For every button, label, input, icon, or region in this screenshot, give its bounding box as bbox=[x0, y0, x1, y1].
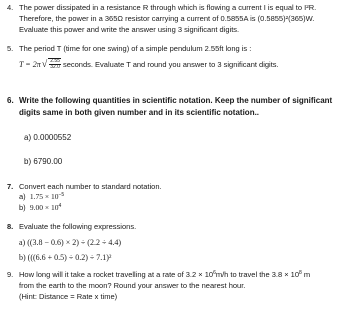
q8-item-b: b) (((6.6 + 0.5) ÷ 0.2) ÷ 7.1)² bbox=[19, 253, 112, 262]
q9-line3: (Hint: Distance = Rate x time) bbox=[19, 292, 118, 301]
q8-item-a: a) ((3.8 − 0.6) × 2) ÷ (2.2 ÷ 4.4) bbox=[19, 238, 122, 247]
q7-item-b bbox=[19, 203, 61, 212]
q6-item-a: a) 0.0000552 bbox=[24, 133, 72, 142]
q4-number: 4. bbox=[7, 3, 14, 12]
q9-line1-c: m bbox=[301, 270, 311, 279]
q8-number: 8. bbox=[7, 222, 14, 231]
q5-formula-line bbox=[19, 58, 279, 70]
q4-line1: The power dissipated in a resistance R through which is flowing a current I is equal to I²R. bbox=[19, 3, 317, 12]
q9-line2: from the earth to the moon? Round your answer to the nearest hour. bbox=[19, 281, 246, 290]
sqrt-icon: √ bbox=[41, 58, 48, 70]
q9-exp2: 8 bbox=[299, 270, 302, 276]
q9-number: 9. bbox=[7, 270, 14, 279]
q7-line1: Convert each number to standard notation. bbox=[19, 182, 162, 191]
q6-number: 6. bbox=[7, 96, 14, 105]
q7-a-label: a) bbox=[19, 192, 26, 201]
q7-number: 7. bbox=[7, 182, 14, 191]
q7-b-exponent: 4 bbox=[58, 203, 62, 209]
q4-line3: Evaluate this power and write the answer using 3 significant digits. bbox=[19, 25, 240, 34]
q5-sqrt bbox=[48, 58, 61, 70]
q5-formula-lhs: T = 2π bbox=[19, 59, 41, 69]
q6-line1: Write the following quantities in scientific notation. Keep the number of significant bbox=[19, 96, 333, 105]
q5-frac-num: 2.55 bbox=[50, 58, 60, 64]
q9-line1-b: m/h to travel the 3.8 × 10 bbox=[215, 270, 300, 279]
q9-line1-a: How long will it take a rocket travelling at a rate of 3.2 × 10 bbox=[19, 270, 214, 279]
q5-number: 5. bbox=[7, 44, 14, 53]
q9-line1 bbox=[19, 270, 310, 279]
q6-line2: digits same in both given number and in its scientific notation.. bbox=[19, 108, 260, 117]
q7-a-exponent: −5 bbox=[58, 192, 65, 198]
q7-a-mantissa: 1.75 × 10 bbox=[29, 192, 59, 201]
q8-line1: Evaluate the following expressions. bbox=[19, 222, 137, 231]
q6-item-b: b) 6790.00 bbox=[24, 157, 63, 166]
q4-line2: Therefore, the power in a 365Ω resistor carrying a current of 0.5855A is (0.5855)²(365)W. bbox=[19, 14, 315, 23]
q5-fraction bbox=[49, 59, 61, 70]
q9-exp1: 6 bbox=[213, 270, 216, 276]
q7-item-a bbox=[19, 192, 64, 201]
q5-line2: seconds. Evaluate T and round you answer to 3 significant digits. bbox=[62, 59, 279, 69]
q7-b-mantissa: 9.00 × 10 bbox=[29, 203, 59, 212]
q5-line1: The period T (time for one swing) of a simple pendulum 2.55ft long is : bbox=[19, 44, 252, 53]
q7-b-label: b) bbox=[19, 203, 26, 212]
q5-frac-den: 32.0 bbox=[50, 64, 60, 70]
